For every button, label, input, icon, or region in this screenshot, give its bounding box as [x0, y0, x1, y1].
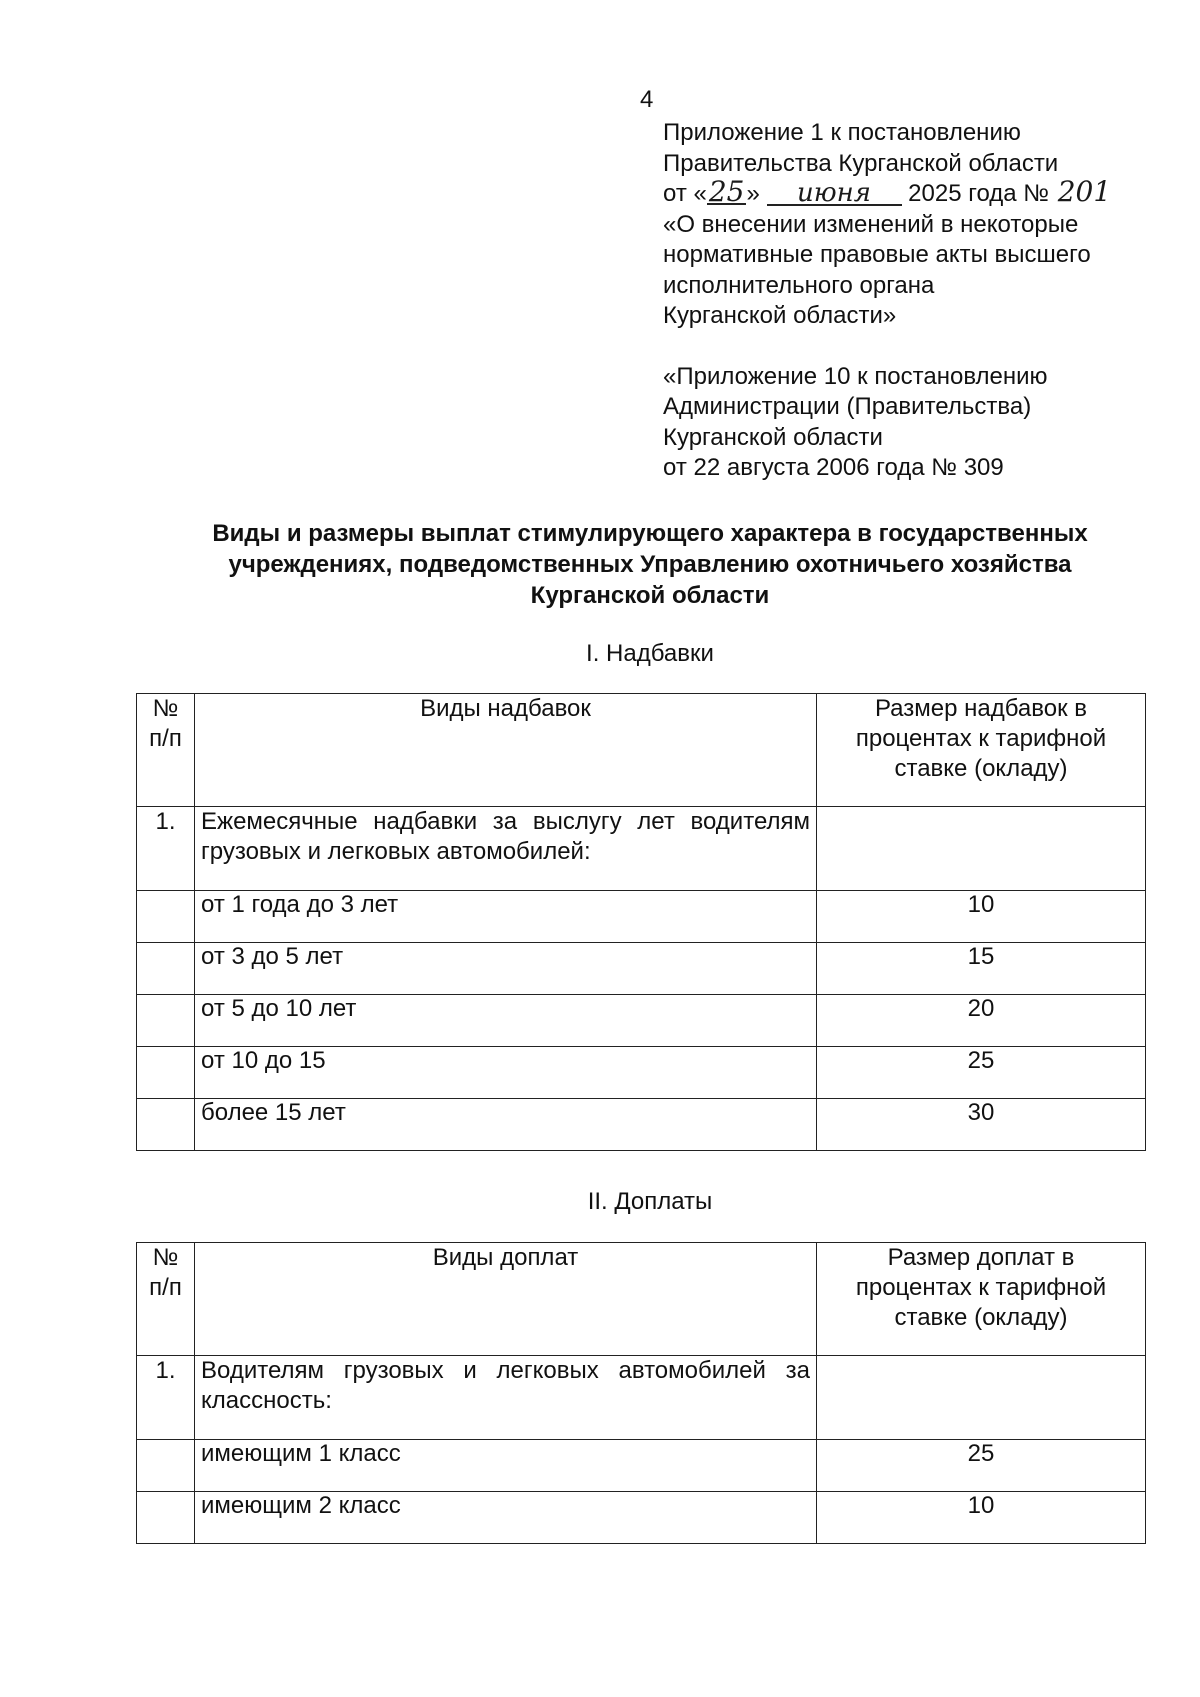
empty-num-cell — [137, 1492, 195, 1544]
empty-num-cell — [137, 1047, 195, 1099]
group-num-cell: 1. — [137, 1356, 195, 1440]
empty-num-cell — [137, 1099, 195, 1151]
row-label: от 3 до 5 лет — [195, 943, 817, 995]
table-row — [137, 943, 1146, 995]
row-label: более 15 лет — [195, 1099, 817, 1151]
header-num-label: п/п — [149, 1274, 182, 1301]
row-value: 10 — [817, 1492, 1146, 1544]
empty-num-cell — [137, 995, 195, 1047]
row-value: 10 — [817, 891, 1146, 943]
header-line: нормативные правовые акты высшего — [663, 241, 1091, 268]
header-line: «О внесении изменений в некоторые — [663, 210, 1079, 238]
empty-num-cell — [137, 1440, 195, 1492]
header-line: Правительства Курганской области — [663, 149, 1059, 177]
empty-num-cell — [137, 891, 195, 943]
table-row — [137, 995, 1146, 1047]
table-group-row — [137, 1356, 1146, 1440]
date-year: 2025 года № — [908, 180, 1050, 207]
handwritten-number: 201 — [1057, 175, 1112, 208]
group-empty-cell — [817, 1356, 1146, 1440]
table-group-row — [137, 807, 1146, 891]
appendix-header — [663, 118, 1163, 484]
table-row — [137, 1440, 1146, 1492]
header-size-line: Размер доплат в — [887, 1244, 1075, 1271]
document-title — [120, 518, 1180, 611]
date-mid: » — [746, 180, 760, 207]
allowances-table — [136, 693, 1146, 1151]
table-header-row — [137, 1243, 1146, 1356]
header-num-symbol: № — [152, 695, 179, 722]
header-num-symbol: № — [152, 1244, 179, 1271]
empty-num-cell — [137, 943, 195, 995]
title-line: Виды и размеры выплат стимулирующего характера в государственных — [212, 520, 1088, 547]
row-value: 20 — [817, 995, 1146, 1047]
header-size-cell — [817, 1243, 1146, 1356]
table-row — [137, 891, 1146, 943]
date-prefix: от « — [663, 180, 707, 207]
section-title-supplements: II. Доплаты — [587, 1188, 713, 1215]
group-text-cell: Водителям грузовых и легковых автомобилей за классность: — [195, 1356, 817, 1440]
header-line: Курганской области — [663, 423, 883, 451]
title-line: Курганской области — [530, 582, 770, 609]
table-row — [137, 1047, 1146, 1099]
page-number: 4 — [640, 86, 654, 113]
row-label: имеющим 1 класс — [195, 1440, 817, 1492]
header-line: исполнительного органа — [663, 271, 935, 299]
group-text-cell: Ежемесячные надбавки за выслугу лет водителям грузовых и легковых автомобилей: — [195, 807, 817, 891]
title-line: учреждениях, подведомственных Управлению охотничьего хозяйства — [228, 551, 1072, 578]
header-size-cell — [817, 694, 1146, 807]
header-size-line: процентах к тарифной — [855, 1274, 1107, 1301]
row-value: 30 — [817, 1099, 1146, 1151]
header-line: Приложение 1 к постановлению — [663, 119, 1021, 146]
header-size-line: ставке (окладу) — [894, 755, 1068, 782]
header-num-cell — [137, 694, 195, 807]
table-header-row — [137, 694, 1146, 807]
header-line: «Приложение 10 к постановлению — [663, 362, 1048, 390]
table-row — [137, 1099, 1146, 1151]
header-line: от 22 августа 2006 года № 309 — [663, 454, 1004, 481]
row-value: 15 — [817, 943, 1146, 995]
handwritten-day: 25 — [708, 175, 745, 208]
handwritten-month: июня — [767, 182, 902, 206]
row-value: 25 — [817, 1440, 1146, 1492]
row-label: от 1 года до 3 лет — [195, 891, 817, 943]
row-label: от 5 до 10 лет — [195, 995, 817, 1047]
table-row — [137, 1492, 1146, 1544]
header-size-line: процентах к тарифной — [855, 725, 1107, 752]
header-kind-cell: Виды доплат — [195, 1243, 817, 1356]
header-kind-cell: Виды надбавок — [195, 694, 817, 807]
header-size-line: Размер надбавок в — [874, 695, 1088, 722]
row-label: от 10 до 15 — [195, 1047, 817, 1099]
group-num-cell: 1. — [137, 807, 195, 891]
supplements-table — [136, 1242, 1146, 1544]
header-line: Курганской области» — [663, 302, 897, 329]
header-num-cell — [137, 1243, 195, 1356]
row-value: 25 — [817, 1047, 1146, 1099]
section-title-allowances: I. Надбавки — [586, 640, 714, 667]
header-num-label: п/п — [149, 725, 182, 752]
header-line: Администрации (Правительства) — [663, 393, 1032, 420]
header-size-line: ставке (окладу) — [894, 1304, 1068, 1331]
group-empty-cell — [817, 807, 1146, 891]
row-label: имеющим 2 класс — [195, 1492, 817, 1544]
header-date-line — [663, 175, 1163, 210]
